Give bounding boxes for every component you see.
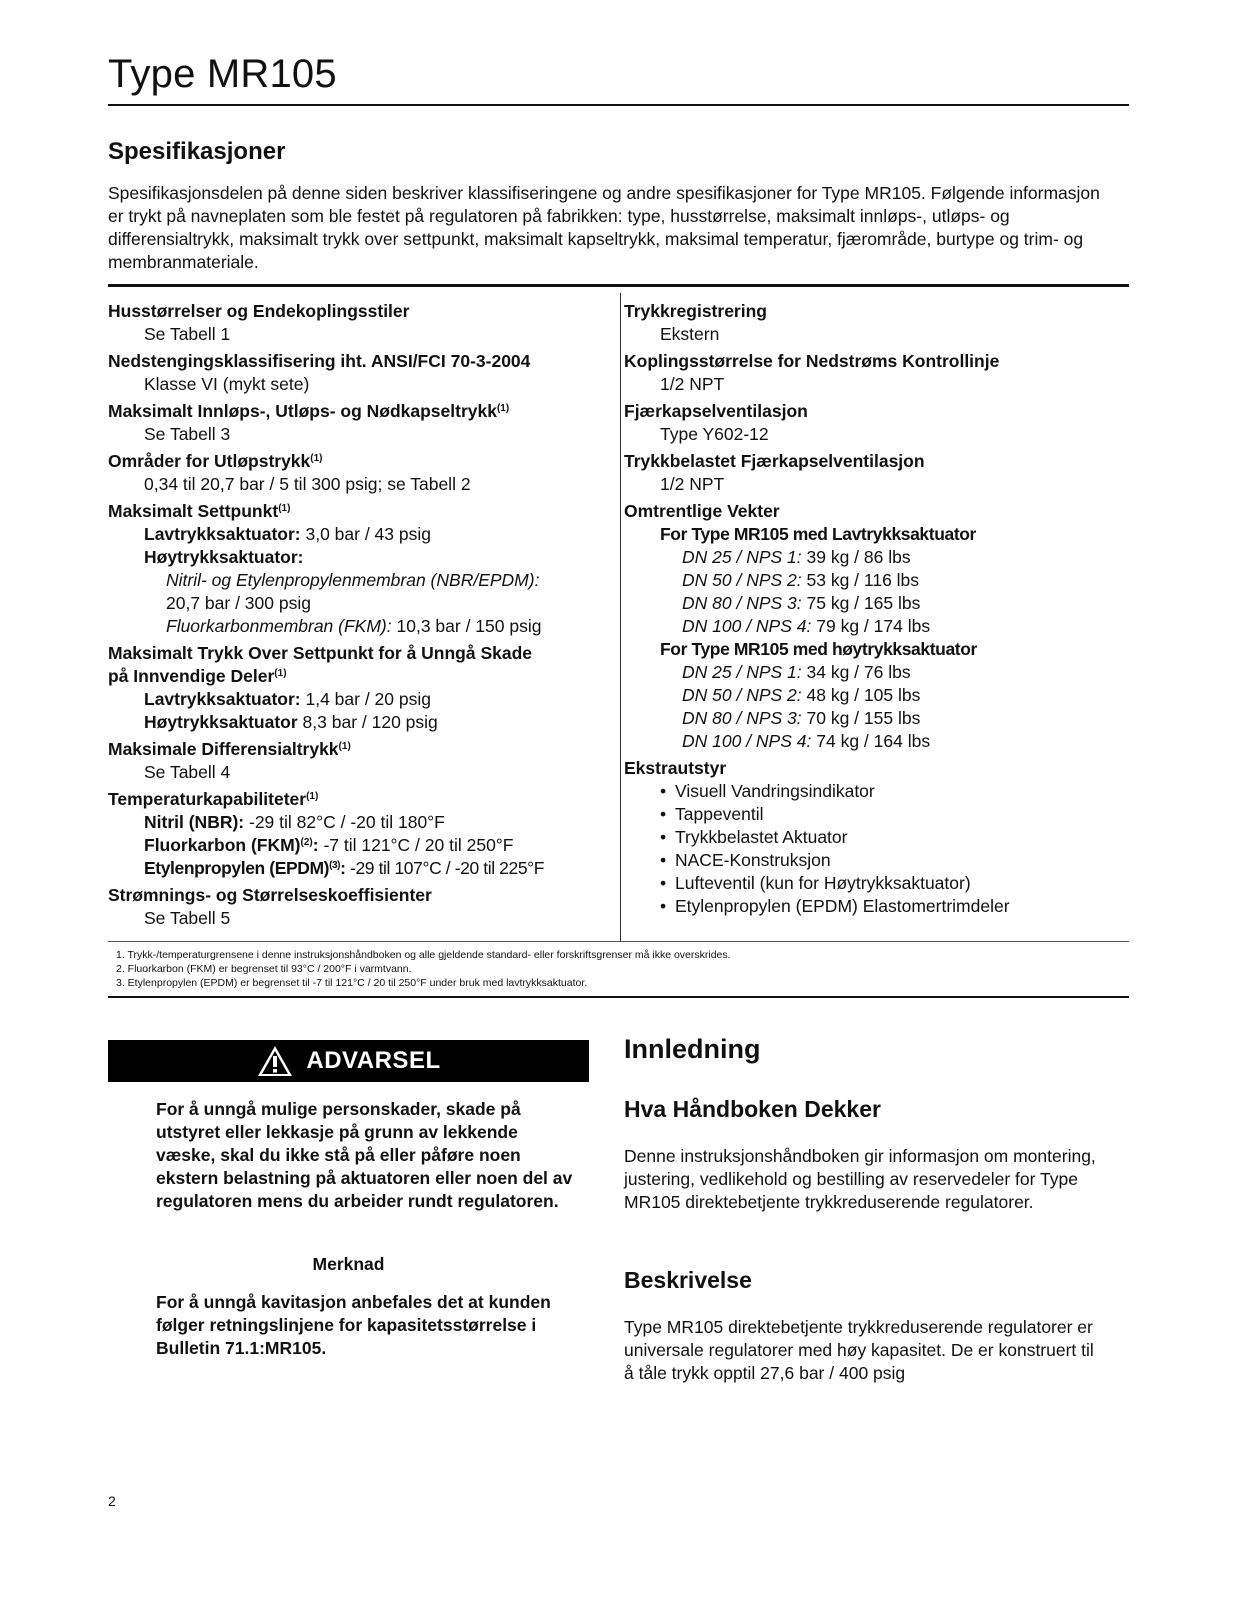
spec-intro: Spesifikasjonsdelen på denne siden beskriver klassifiseringene og andre spesifikasjoner for Type MR105. Følgende informasjon er trykt på navneplaten som ble festet på regulatoren på fabrikken: type, husstørrelse, maksimalt innløps-, utløps- og differensialtrykk, maksimalt trykk over settpunkt, maksimalt kapseltrykk, maksimal temperatur, fjærområde, burtype og trim- og membranmateriale.	[108, 183, 1100, 272]
footnote: 3. Etylenpropylen (EPDM) er begrenset til -7 til 121°C / 20 til 250°F under bruk med lavtrykksaktuator.	[116, 977, 588, 989]
list-item: • Tappeventil	[660, 803, 1114, 826]
intro-heading: Innledning	[624, 1034, 761, 1064]
list-item: • Etylenpropylen (EPDM) Elastomertrimdeler	[660, 895, 1114, 918]
warning-text: For å unngå mulige personskader, skade på utstyret eller lekkasje på grunn av lekkende væske, skal du ikke stå på eller påføre noen ekstern belastning på aktuatoren eller noen del av regulatoren mens du arbeider rundt regulatoren.	[156, 1099, 573, 1211]
spec-left-column	[108, 300, 608, 934]
note-text: For å unngå kavitasjon anbefales det at kunden følger retningslinjene for kapasitetsstørrelse i Bulletin 71.1:MR105.	[156, 1292, 551, 1358]
list-item: • NACE-Konstruksjon	[660, 849, 1114, 872]
spec-max-diff: Maksimale Differensialtrykk$^{(1)}$ Se Tabell 4	[108, 739, 351, 782]
weight-row: DN 25 / NPS 1: 39 kg / 86 lbs	[682, 547, 911, 567]
spec-max-setpoint: Maksimalt Settpunkt$^{(1)}$ Lavtrykksaktuator: 3,0 bar / 43 psig Høytrykksaktuator: Nitril- og Etylenpropylenmembran (NBR/EPDM): 20,7 bar / 300 psig Fluorkarbonmembran (FKM): 10,3 bar / 150 psig	[108, 501, 542, 636]
spec-options: Ekstrautstyr • Visuell Vandringsindikator • Tappeventil • Trykkbelastet Aktuator • NACE-Konstruksjon • Lufteventil (kun for Høytrykksaktuator) • Etylenpropylen (EPDM) Elastomertrimdeler	[624, 757, 1114, 918]
weight-row: DN 100 / NPS 4: 74 kg / 164 lbs	[682, 731, 931, 751]
footnotes	[116, 948, 1116, 990]
spec-temperature: Temperaturkapabiliteter$^{(1)}$ Nitril (NBR): -29 til 82°C / -20 til 180°F Fluorkarbon (FKM)$^{(2)}$: -7 til 121°C / 20 til 250°F Etylenpropylen (EPDM)$^{(3)}$: -29 til 107°C / -20 til 225°F	[108, 789, 545, 878]
spec-loaded-vent: Trykkbelastet Fjærkapselventilasjon 1/2 NPT	[624, 451, 925, 494]
spec-table-top-rule	[108, 284, 1129, 287]
title-rule	[108, 104, 1129, 106]
spec-registration: Trykkregistrering Ekstern	[624, 301, 767, 344]
spec-shutoff: Nedstengingsklassifisering iht. ANSI/FCI 70-3-2004 Klasse VI (mykt sete)	[108, 351, 531, 394]
weight-row: DN 80 / NPS 3: 70 kg / 155 lbs	[682, 708, 921, 728]
weight-row: DN 50 / NPS 2: 48 kg / 105 lbs	[682, 685, 921, 705]
warning-title: ADVARSEL	[306, 1047, 441, 1074]
list-item: • Trykkbelastet Aktuator	[660, 826, 1114, 849]
spec-spring-vent: Fjærkapselventilasjon Type Y602-12	[624, 401, 808, 444]
spec-right-column	[624, 300, 1114, 922]
spec-flow-coefficients: Strømnings- og Størrelseskoeffisienter Se Tabell 5	[108, 885, 432, 928]
footnote-top-rule	[108, 941, 1129, 942]
scope-heading: Hva Håndboken Dekker	[624, 1096, 881, 1122]
spec-control-line: Koplingsstørrelse for Nedstrøms Kontrollinje 1/2 NPT	[624, 351, 1000, 394]
warning-triangle-icon	[256, 1044, 294, 1078]
scope-text: Denne instruksjonshåndboken gir informasjon om montering, justering, vedlikehold og bestilling av reservedeler for Type MR105 direktebetjente trykkreduserende regulatorer.	[624, 1146, 1096, 1212]
spec-heading: Spesifikasjoner	[108, 138, 286, 165]
description-heading: Beskrivelse	[624, 1267, 752, 1293]
weight-row: DN 50 / NPS 2: 53 kg / 116 lbs	[682, 570, 920, 590]
page-number: 2	[108, 1493, 116, 1509]
spec-max-inlet: Maksimalt Innløps-, Utløps- og Nødkapseltrykk$^{(1)}$ Se Tabell 3	[108, 401, 510, 444]
column-divider	[620, 293, 621, 941]
spec-over-setpoint: Maksimalt Trykk Over Settpunkt for å Unngå Skade på Innvendige Deler$^{(1)}$ Lavtrykksaktuator: 1,4 bar / 20 psig Høytrykksaktuator 8,3 bar / 120 psig	[108, 643, 533, 732]
footnote: 1. Trykk-/temperaturgrensene i denne instruksjonshåndboken og alle gjeldende standard- eller forskriftsgrenser må ikke overskrides.	[116, 949, 731, 961]
weight-row: DN 100 / NPS 4: 79 kg / 174 lbs	[682, 616, 931, 636]
weight-row: DN 25 / NPS 1: 34 kg / 76 lbs	[682, 662, 911, 682]
warning-banner	[108, 1040, 589, 1082]
weight-row: DN 80 / NPS 3: 75 kg / 165 lbs	[682, 593, 921, 613]
footnote: 2. Fluorkarbon (FKM) er begrenset til 93°C / 200°F i varmtvann.	[116, 963, 412, 975]
spec-body-sizes: Husstørrelser og Endekoplingsstiler Se Tabell 1	[108, 301, 410, 344]
note-heading: Merknad	[312, 1254, 385, 1274]
list-item: • Visuell Vandringsindikator	[660, 780, 1114, 803]
description-text: Type MR105 direktebetjente trykkreduserende regulatorer er universale regulatorer med høy kapasitet. De er konstruert til å tåle trykk opptil 27,6 bar / 400 psig	[624, 1317, 1094, 1383]
spec-weights: Omtrentlige Vekter For Type MR105 med Lavtrykksaktuator DN 25 / NPS 1: 39 kg / 86 lbs DN 50 / NPS 2: 53 kg / 116 lbs DN 80 / NPS 3: 75 kg / 165 lbs DN 100 / NPS 4: 79 kg / 174 lbs For Type MR105 med høytrykksaktuator DN 25 / NPS 1: 34 kg / 76 lbs DN 50 / NPS 2: 48 kg / 105 lbs DN 80 / NPS 3: 70 kg / 155 lbs DN 100 / NPS 4: 74 kg / 164 lbs	[624, 500, 1114, 753]
spec-table-bottom-rule	[108, 996, 1129, 998]
options-list	[624, 780, 1114, 918]
list-item: • Lufteventil (kun for Høytrykksaktuator)	[660, 872, 1114, 895]
document-title: Type MR105	[108, 52, 337, 96]
spec-outlet-ranges: Områder for Utløpstrykk$^{(1)}$ 0,34 til 20,7 bar / 5 til 300 psig; se Tabell 2	[108, 451, 471, 494]
